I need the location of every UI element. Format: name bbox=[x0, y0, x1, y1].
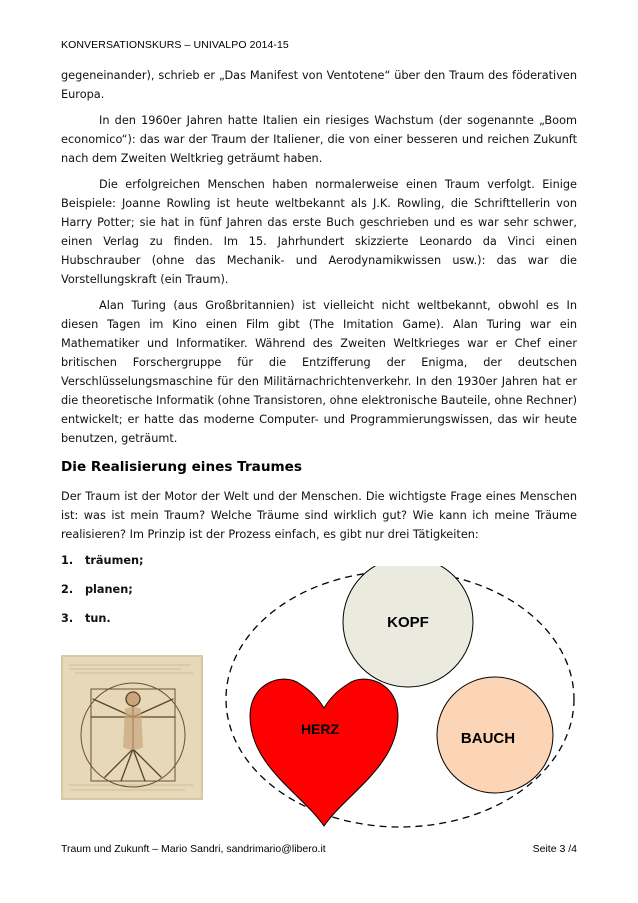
page-header: KONVERSATIONSKURS – UNIVALPO 2014-15 bbox=[61, 39, 289, 51]
bauch-label: BAUCH bbox=[460, 730, 516, 747]
herz-label: HERZ bbox=[300, 721, 340, 737]
step-label: träumen; bbox=[84, 554, 144, 567]
paragraph-turing: Alan Turing (aus Großbritannien) ist vielleicht nicht weltbekannt, obwohl es In diesen Tagen im Kino einen Film gibt (The Imitation Game). Alan Turing war ein Mathematiker und Informatiker. Während des Zweiten Weltkrieges war er Chef einer britischen Forschergruppe für die Entzifferung der Enigma, der deutschen Verschlüsselungsmaschine für den Militärnachrichtenverkehr. In den 1930er Jahren hat er die theoretische Informatik (ohne Transistoren, ohne elektronische Bauteile, ohne Rechner) entwickelt; er hatte das moderne Computer- und Programmierungswissen, das wir heute benutzen, geträumt. bbox=[61, 299, 577, 445]
page-footer bbox=[61, 843, 577, 855]
kopf-label: KOPF bbox=[387, 614, 429, 631]
herz-heart bbox=[250, 679, 398, 826]
step-label: tun. bbox=[84, 612, 111, 625]
kopf-herz-bauch-diagram bbox=[222, 566, 578, 832]
section-heading: Die Realisierung eines Traumes bbox=[61, 459, 302, 475]
step-number: 3. bbox=[61, 612, 74, 625]
step-number: 1. bbox=[61, 554, 74, 567]
paragraph-continuation: gegeneinander), schrieb er „Das Manifest von Ventotene“ über den Traum des föderativen Europa. bbox=[61, 69, 577, 101]
footer-author: Traum und Zukunft – Mario Sandri, sandrimario@libero.it bbox=[61, 843, 326, 855]
section-intro: Der Traum ist der Motor der Welt und der Menschen. Die wichtigste Frage eines Menschen ist: was ist mein Traum? Welche Träume sind wirklich gut? Wie kann ich meine Träume realisieren? Im Prinzip ist der Prozess einfach, es gibt nur drei Tätigkeiten: bbox=[61, 490, 577, 541]
paragraph-success: Die erfolgreichen Menschen haben normalerweise einen Traum verfolgt. Einige Beispiele: Joanne Rowling ist heute weltbekannt als J.K. Rowling, die Schrifttellerin von Harry Potter; sie hat in fünf Jahren das erste Buch geschrieben und es war sehr schwer, einen Verlag zu finden. Im 15. Jahrhundert skizzierte Leonardo da Vinci einen Hubschrauber (ohne das Mechanik- und Aerodynamikwissen usw.): das war die Vorstellungskraft (ein Traum). bbox=[61, 178, 577, 286]
step-number: 2. bbox=[61, 583, 74, 596]
vitruvian-man-image bbox=[61, 655, 203, 800]
step-label: planen; bbox=[84, 583, 133, 596]
paragraph-boom: In den 1960er Jahren hatte Italien ein riesiges Wachstum (der sogenannte „Boom economico“): das war der Traum der Italiener, die von einer besseren und reichen Zukunft nach dem Zweiten Weltkrieg geträumt haben. bbox=[61, 114, 577, 165]
page-content bbox=[61, 66, 577, 638]
page-number: Seite 3 /4 bbox=[532, 843, 577, 855]
